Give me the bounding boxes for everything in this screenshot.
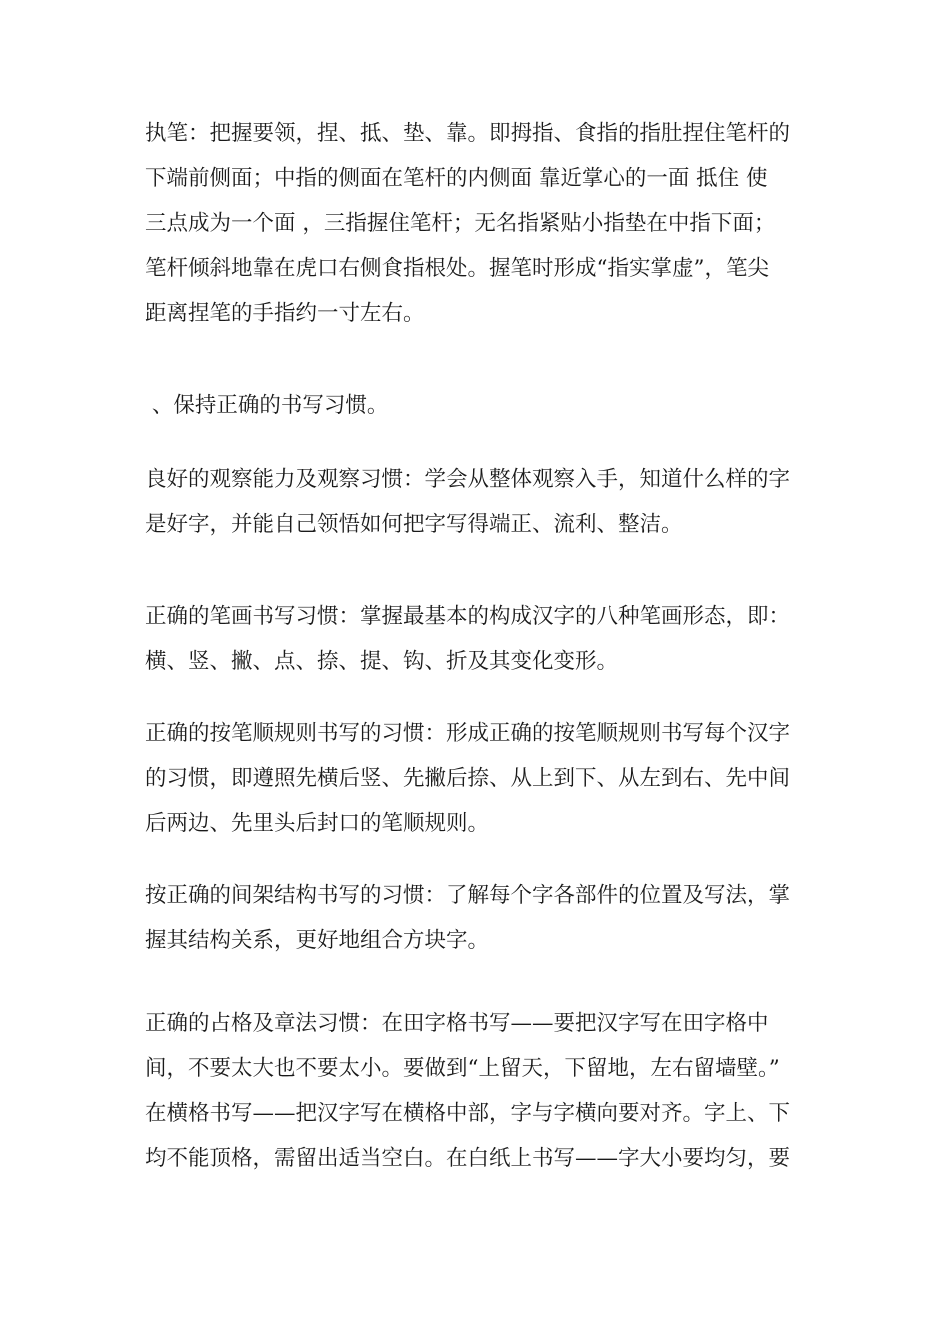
paragraph-observation-habit xyxy=(145,457,815,547)
paragraph-line: 在横格书写——把汉字写在横格中部，字与字横向要对齐。字上、下 xyxy=(145,1101,791,1126)
paragraph-line: 横、竖、撇、点、捺、提、钩、折及其变化变形。 xyxy=(145,649,619,674)
paragraph-line: 下端前侧面；中指的侧面在笔杆的内侧面 靠近掌心的一面 抵住 使 xyxy=(145,166,768,191)
paragraph-line: 距离捏笔的手指约一寸左右。 xyxy=(145,301,425,326)
paragraph-structure-habit xyxy=(145,873,815,963)
paragraph-line: 良好的观察能力及观察习惯：学会从整体观察入手，知道什么样的字 xyxy=(145,467,791,492)
paragraph-stroke-habit xyxy=(145,594,815,684)
heading-line: 、保持正确的书写习惯。 xyxy=(145,393,389,418)
paragraph-layout-habit xyxy=(145,1001,815,1181)
paragraph-line: 后两边、先里头后封口的笔顺规则。 xyxy=(145,811,490,836)
paragraph-line: 正确的占格及章法习惯：在田字格书写——要把汉字写在田字格中 xyxy=(145,1011,769,1036)
paragraph-line: 三点成为一个面 ，三指握住笔杆；无名指紧贴小指垫在中指下面； xyxy=(145,211,776,236)
paragraph-pen-grip xyxy=(145,111,815,336)
paragraph-stroke-order-habit xyxy=(145,711,815,846)
paragraph-line: 正确的笔画书写习惯：掌握最基本的构成汉字的八种笔画形态，即： xyxy=(145,604,791,629)
section-heading-writing-habits xyxy=(145,383,815,428)
paragraph-line: 的习惯，即遵照先横后竖、先撇后捺、从上到下、从左到右、先中间 xyxy=(145,766,791,791)
paragraph-line: 按正确的间架结构书写的习惯：了解每个字各部件的位置及写法，掌 xyxy=(145,883,791,908)
paragraph-line: 均不能顶格，需留出适当空白。在白纸上书写——字大小要均匀，要 xyxy=(145,1146,791,1171)
paragraph-line: 间，不要太大也不要太小。要做到“上留天，下留地，左右留墙壁。” xyxy=(145,1056,780,1081)
paragraph-line: 执笔：把握要领，捏、抵、垫、靠。即拇指、食指的指肚捏住笔杆的 xyxy=(145,121,791,146)
paragraph-line: 是好字，并能自己领悟如何把字写得端正、流利、整洁。 xyxy=(145,512,683,537)
paragraph-line: 正确的按笔顺规则书写的习惯：形成正确的按笔顺规则书写每个汉字 xyxy=(145,721,791,746)
paragraph-line: 握其结构关系，更好地组合方块字。 xyxy=(145,928,490,953)
paragraph-line: 笔杆倾斜地靠在虎口右侧食指根处。握笔时形成“指实掌虚”，笔尖 xyxy=(145,256,769,281)
